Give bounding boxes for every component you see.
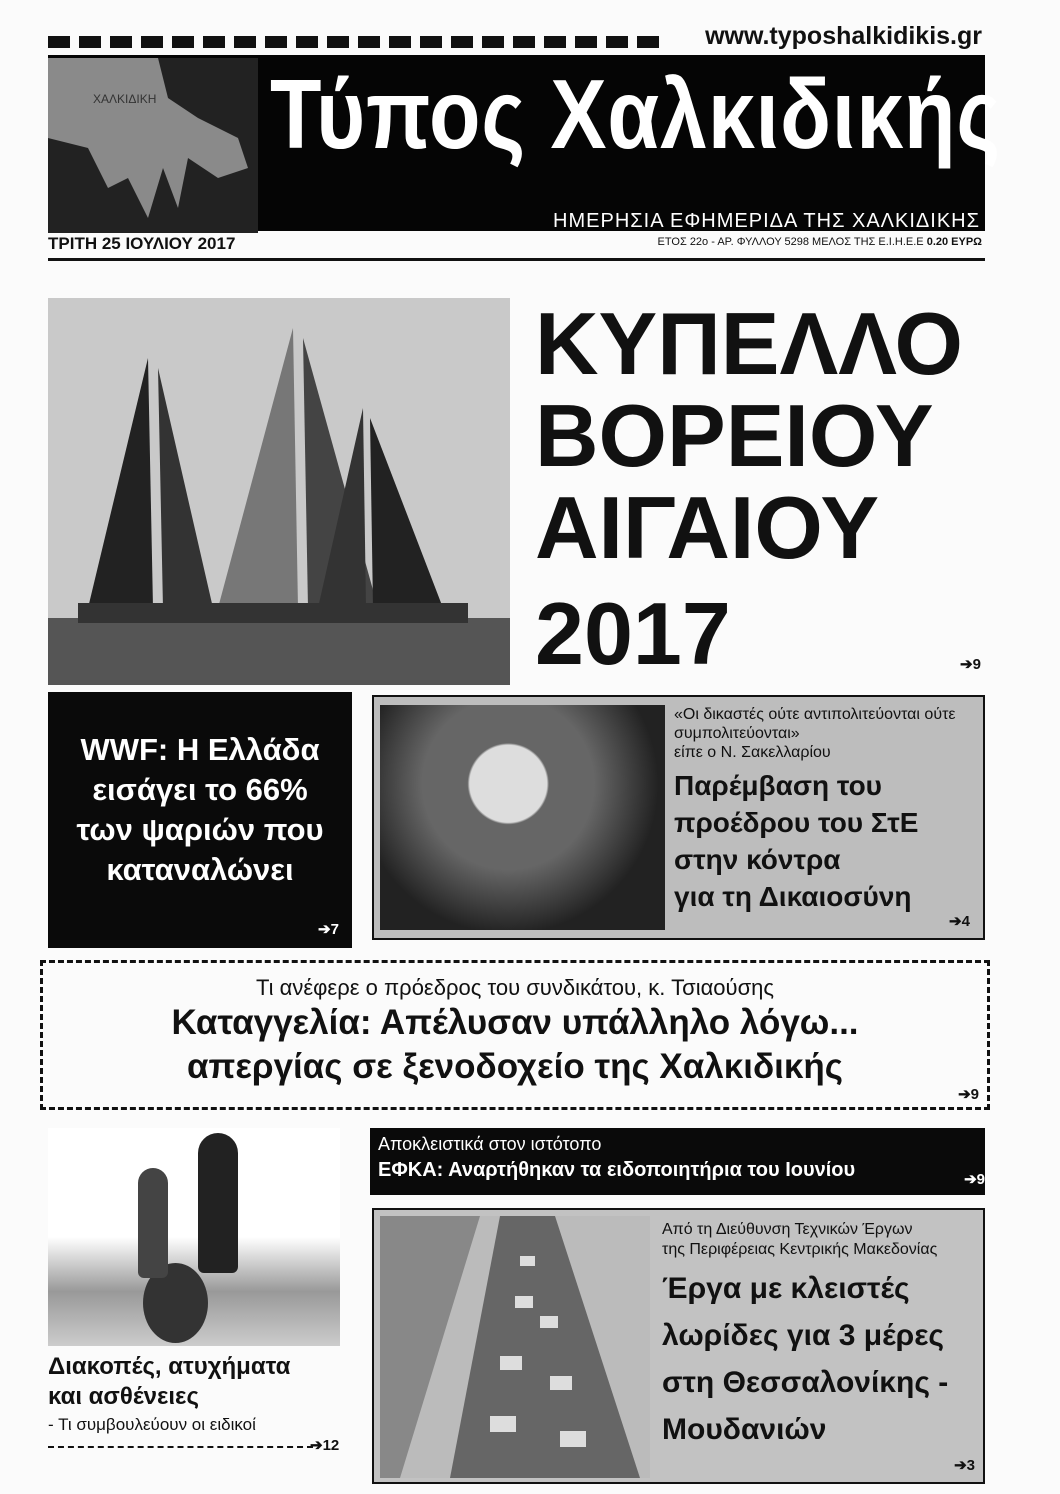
headline-line: και ασθένειες <box>48 1383 199 1410</box>
website-url[interactable]: www.typoshalkidikis.gr <box>705 22 982 50</box>
page-ref[interactable]: ➔12 <box>310 1437 340 1454</box>
children-beach-photo <box>48 1128 340 1346</box>
lead-headline-line: 2017 <box>535 584 731 683</box>
page-ref[interactable]: ➔9 <box>958 1086 979 1103</box>
issue-date: ΤΡΙΤΗ 25 ΙΟΥΛΙΟΥ 2017 <box>48 234 236 253</box>
strike-story[interactable] <box>40 960 990 1110</box>
headline-line: Έργα με κλειστές <box>662 1272 910 1305</box>
court-headline <box>674 767 918 915</box>
strike-headline-line: Καταγγελία: Απέλυσαν υπάλληλο λόγω... <box>171 1003 859 1042</box>
kicker-line: της Περιφέρειας Κεντρικής Μακεδονίας <box>662 1241 938 1258</box>
dashed-rule <box>48 1446 313 1448</box>
halkidiki-map-image <box>48 58 258 233</box>
page-ref[interactable]: ➔9 <box>964 1171 985 1188</box>
strike-kicker: Τι ανέφερε ο πρόεδρος του συνδικάτου, κ. Τσιαούσης <box>256 975 774 1000</box>
lead-headline-line: ΑΙΓΑΙΟΥ <box>535 478 880 577</box>
holidays-headline[interactable] <box>48 1352 290 1412</box>
page-ref[interactable]: ➔3 <box>954 1457 975 1474</box>
headline-line: Μουδανιών <box>662 1413 827 1446</box>
efka-story[interactable] <box>370 1128 985 1195</box>
headline-line: Παρέμβαση του <box>674 770 882 801</box>
roads-story[interactable] <box>372 1208 985 1484</box>
headline-line: για τη Δικαιοσύνη <box>674 881 912 912</box>
page-ref[interactable]: ➔4 <box>949 913 970 930</box>
header-rule <box>48 258 985 261</box>
headline-line: προέδρου του ΣτΕ <box>674 807 919 838</box>
quote-text: «Οι δικαστές ούτε αντιπολιτεύονται ούτε συμπολιτεύονται» <box>674 706 956 742</box>
court-quote <box>674 705 974 762</box>
strike-headline-line: απεργίας σε ξενοδοχείο της Χαλκιδικής <box>187 1047 843 1086</box>
headline-line: στη Θεσσαλονίκης - <box>662 1366 949 1399</box>
svg-text:ΧΑΛΚΙΔΙΚΗ: ΧΑΛΚΙΔΙΚΗ <box>93 92 157 106</box>
newspaper-title: Τύπος Χαλκιδικής <box>270 59 1002 169</box>
holidays-sub: - Τι συμβουλεύουν οι ειδικοί <box>48 1415 256 1434</box>
page-ref[interactable]: ➔9 <box>960 656 981 673</box>
child-silhouette <box>198 1133 238 1273</box>
price: 0.20 ΕΥΡΩ <box>926 236 982 248</box>
wwf-story[interactable] <box>48 692 352 948</box>
headline-line: λωρίδες για 3 μέρες <box>662 1319 945 1352</box>
efka-kicker: Αποκλειστικά στον ιστότοπο <box>378 1134 602 1154</box>
wwf-headline-line: εισάγει το 66% <box>92 772 308 807</box>
headline-line: Διακοπές, ατυχήματα <box>48 1353 291 1380</box>
roads-headline <box>662 1265 948 1453</box>
traffic-photo <box>380 1216 650 1478</box>
child-silhouette <box>138 1168 168 1278</box>
dashed-rule <box>48 36 668 48</box>
court-story[interactable] <box>372 695 985 940</box>
newspaper-subtitle: ΗΜΕΡΗΣΙΑ ΕΦΗΜΕΡΙΔΑ ΤΗΣ ΧΑΛΚΙΔΙΚΗΣ <box>553 210 980 232</box>
lead-headline-line: ΚΥΠΕΛΛΟ <box>535 294 963 393</box>
issue-number: ΕΤΟΣ 22ο - ΑΡ. ΦΥΛΛΟΥ 5298 ΜΕΛΟΣ ΤΗΣ Ε.Ι.Η.Ε.Ε <box>657 236 924 248</box>
wwf-headline-line: των ψαριών που <box>76 812 324 847</box>
kicker-line: Από τη Διεύθυνση Τεχνικών Έργων <box>662 1221 913 1238</box>
wwf-headline-line: WWF: Η Ελλάδα <box>80 732 320 767</box>
issue-meta <box>658 236 982 248</box>
judge-photo <box>380 705 665 930</box>
headline-line: στην κόντρα <box>674 844 841 875</box>
wwf-headline-line: καταναλώνει <box>106 852 294 887</box>
lead-headline-line: ΒΟΡΕΙΟΥ <box>535 386 934 485</box>
efka-headline: ΕΦΚΑ: Αναρτήθηκαν τα ειδοποιητήρια του Ιουνίου <box>378 1159 856 1181</box>
roads-kicker <box>662 1220 937 1260</box>
sailing-photo <box>48 298 510 685</box>
attribution: είπε ο Ν. Σακελλαρίου <box>674 744 831 761</box>
page-ref[interactable]: ➔7 <box>318 921 339 938</box>
